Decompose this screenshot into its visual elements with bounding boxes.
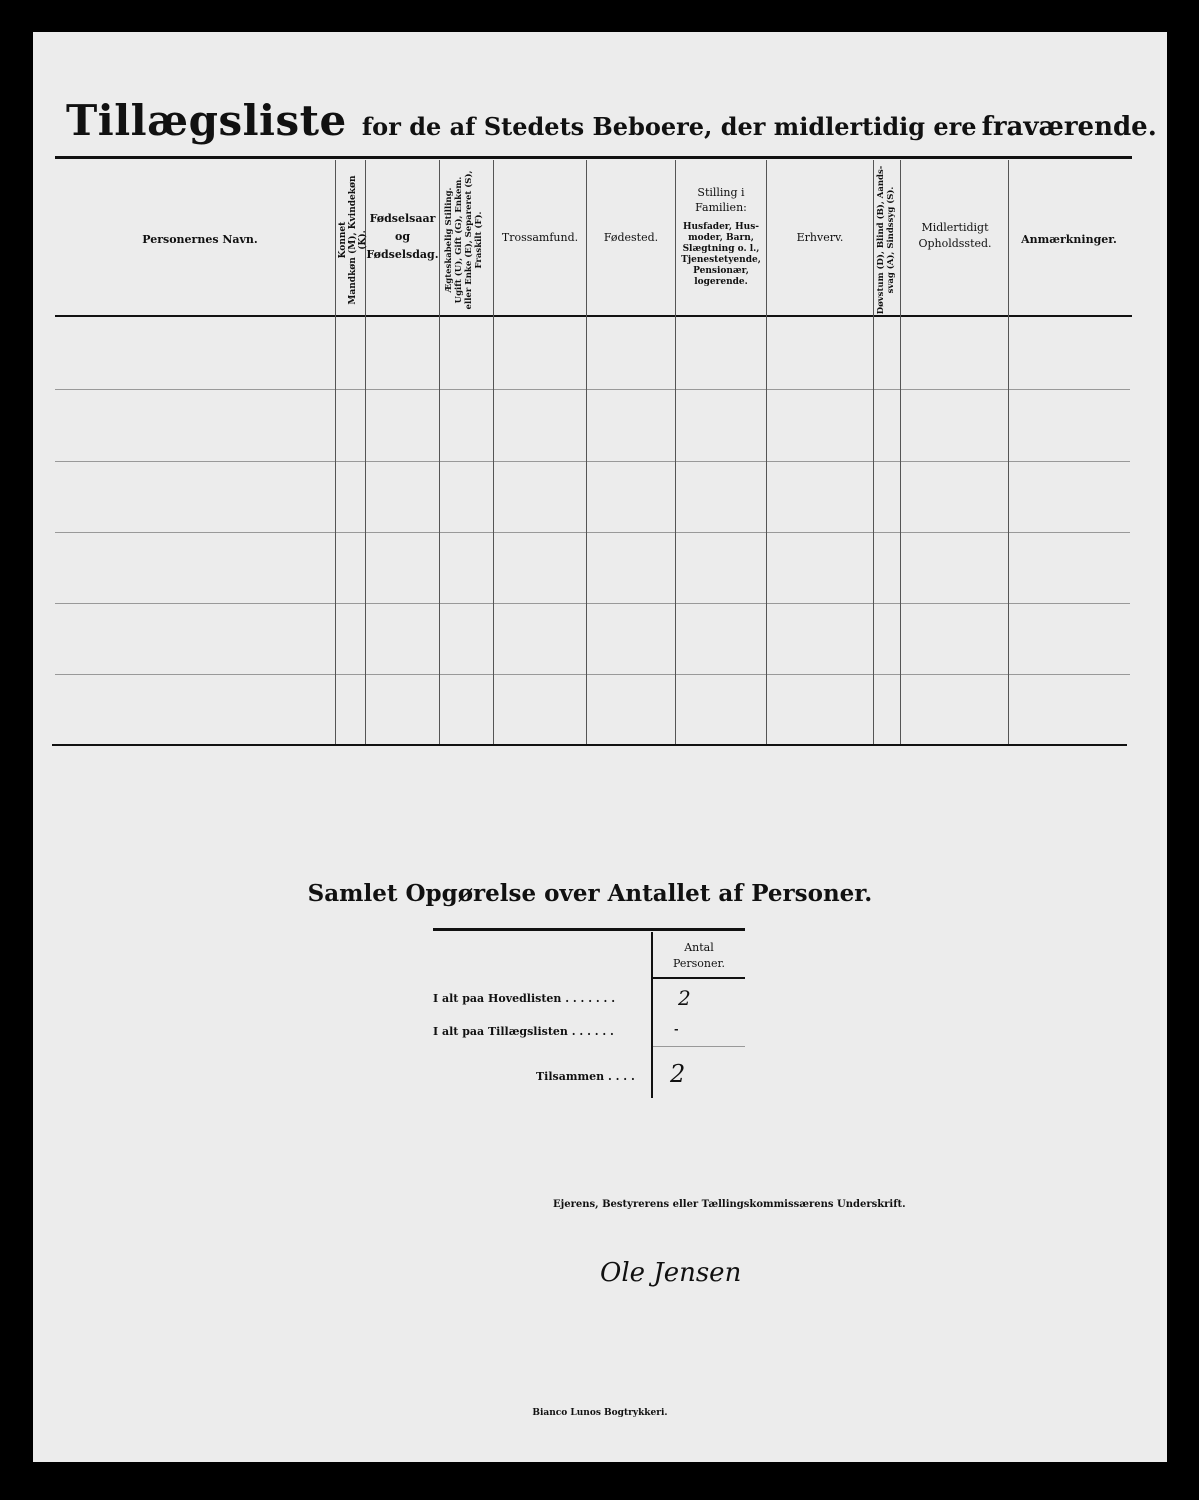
header-family-detail: Husfader, Hus- moder, Barn, Slægtning o. l., Tjenestetyende, Pensionær, logerende.	[681, 222, 761, 287]
table-top-rule	[55, 156, 1132, 159]
header-faith: Trossamfund.	[501, 231, 579, 244]
header-birthplace: Fødested.	[603, 231, 659, 244]
summary-title: Samlet Opgørelse over Antallet af Personer.	[307, 880, 873, 907]
summary-row-main-value: 2	[678, 986, 691, 1010]
printer-imprint: Bianco Lunos Bogtrykkeri.	[532, 1408, 668, 1418]
column-line	[900, 160, 901, 744]
column-line	[439, 160, 440, 744]
title-emphasis: fraværende.	[981, 112, 1157, 142]
column-line	[586, 160, 587, 744]
row-line	[55, 461, 1130, 462]
summary-top-rule	[433, 928, 745, 931]
row-line	[55, 603, 1130, 604]
signature-label: Ejerens, Bestyrerens eller Tællingskommissærens Underskrift.	[553, 1199, 906, 1210]
summary-row-supplement-label: I alt paa Tillægslisten . . . . . .	[433, 1025, 614, 1038]
summary-column-header: Antal Personer.	[672, 941, 726, 970]
row-line	[55, 674, 1130, 675]
row-line	[55, 532, 1130, 533]
title-main: Tillægsliste	[66, 96, 347, 145]
summary-header-rule	[653, 977, 745, 979]
column-line	[1008, 160, 1009, 744]
summary-total-rule	[653, 1046, 745, 1047]
header-sex: Konnet Mandkøn (M), Kvindekøn (K).	[338, 175, 368, 305]
signature-name: Ole Jensen	[600, 1258, 742, 1288]
header-marital: Ægteskabelig Stilling. Ugift (U), Gift (G), Enkem. eller Enke (E), Separeret (S), Fraskilt (F).	[444, 170, 484, 310]
row-line	[55, 389, 1130, 390]
column-line	[335, 160, 336, 744]
summary-column-rule	[651, 932, 653, 1098]
summary-total-label: Tilsammen . . . .	[536, 1070, 635, 1083]
header-name: Personernes Navn.	[142, 233, 258, 246]
header-birth: Fødselsaar og Fødselsdag.	[366, 212, 439, 261]
header-disability: Døvstum (D), Blind (B), Aands- svag (A), Sindssyg (S).	[876, 165, 896, 315]
header-bottom-rule	[55, 315, 1132, 317]
column-line	[493, 160, 494, 744]
summary-total-value: 2	[670, 1060, 686, 1088]
header-family-title: Stilling i Familien:	[695, 186, 747, 214]
page-title	[66, 96, 1157, 156]
title-rest: for de af Stedets Beboere, der midlertidig ere	[361, 112, 977, 141]
column-line	[766, 160, 767, 744]
table-bottom-rule	[52, 744, 1127, 746]
column-line	[873, 160, 874, 744]
summary-row-main-label: I alt paa Hovedlisten . . . . . . .	[433, 992, 616, 1005]
header-occupation: Erhverv.	[796, 231, 844, 244]
header-remarks: Anmærkninger.	[1021, 233, 1117, 246]
header-temp-residence: Midlertidigt Opholdssted.	[918, 221, 992, 250]
summary-row-supplement-value: -	[674, 1023, 679, 1036]
